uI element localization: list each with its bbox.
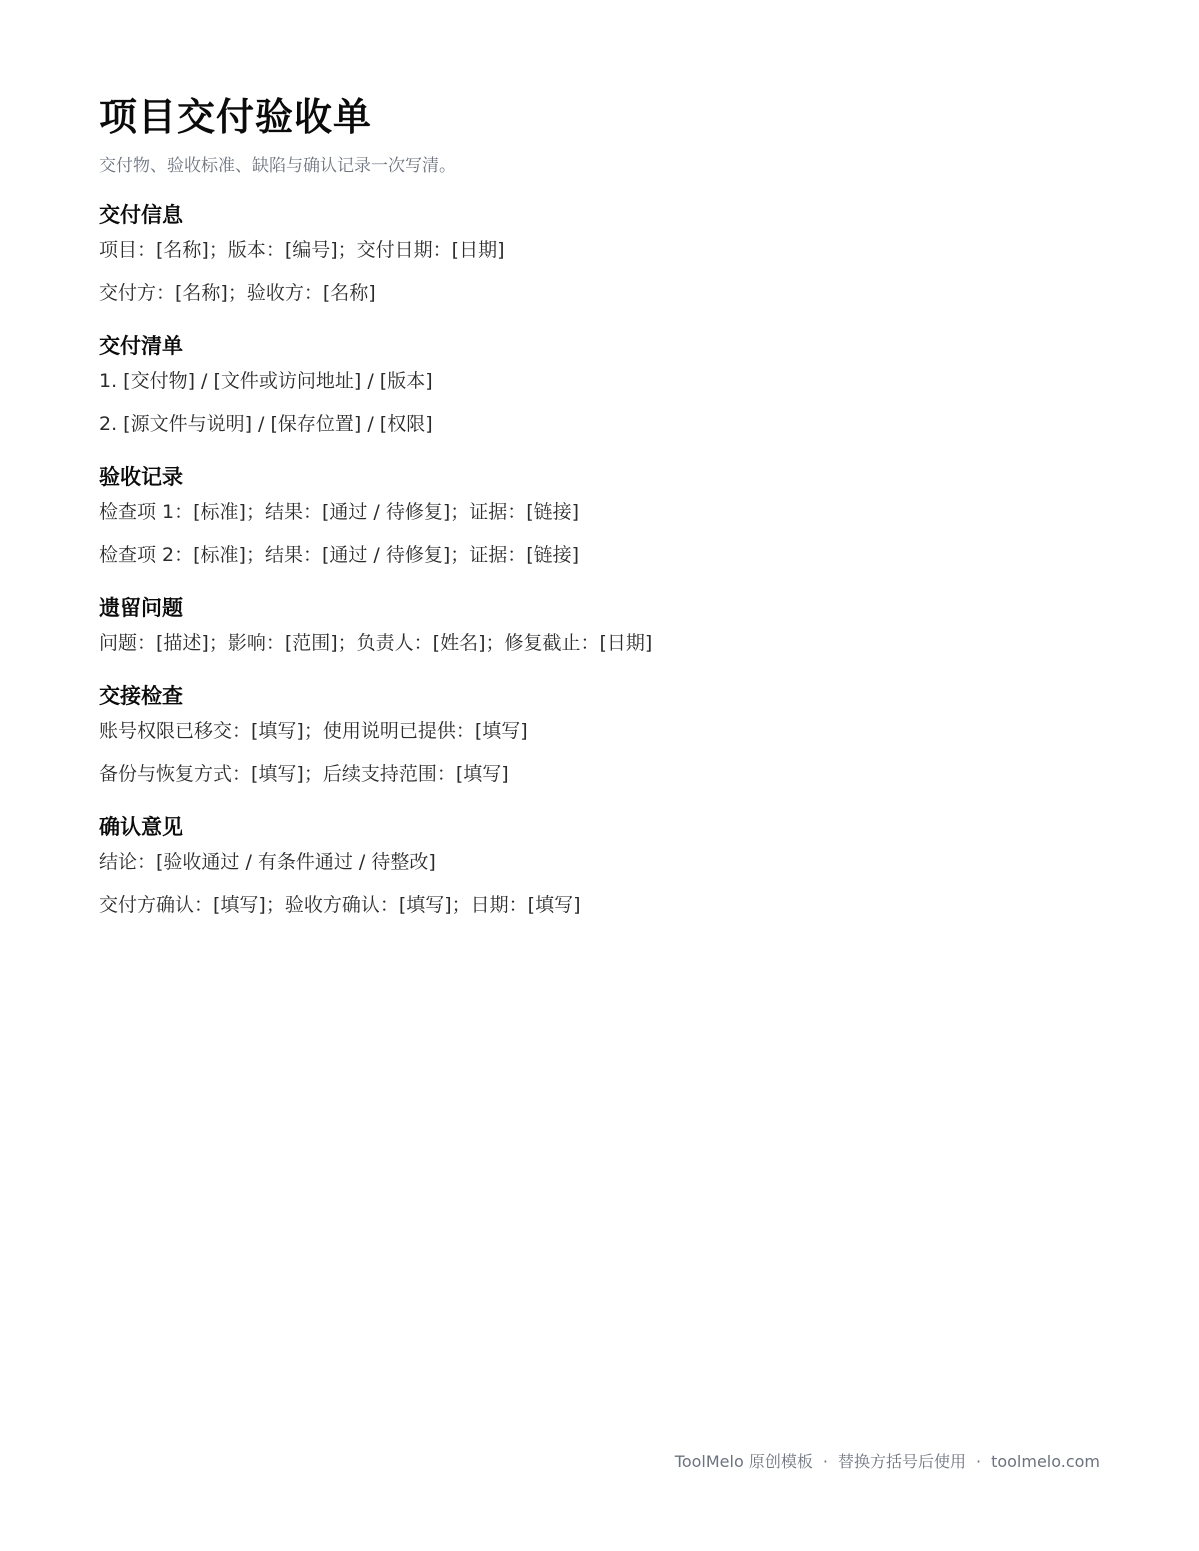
section-line: 账号权限已移交：[填写]；使用说明已提供：[填写] [99, 720, 528, 742]
section-line: 备份与恢复方式：[填写]；后续支持范围：[填写] [99, 763, 509, 785]
document-page [99, 92, 1099, 919]
section-line: 2. [源文件与说明] / [保存位置] / [权限] [99, 413, 433, 435]
page-subtitle: 交付物、验收标准、缺陷与确认记录一次写清。 [99, 156, 456, 176]
section-delivery-info [99, 200, 1099, 307]
section-heading: 交接检查 [99, 684, 183, 708]
section-line: 项目：[名称]；版本：[编号]；交付日期：[日期] [99, 239, 505, 261]
page-title: 项目交付验收单 [99, 95, 373, 139]
section-line: 交付方确认：[填写]；验收方确认：[填写]；日期：[填写] [99, 894, 581, 916]
section-line: 检查项 2：[标准]；结果：[通过 / 待修复]；证据：[链接] [99, 544, 580, 566]
section-heading: 遗留问题 [99, 596, 183, 620]
section-delivery-list [99, 331, 1099, 438]
section-line: 1. [交付物] / [文件或访问地址] / [版本] [99, 370, 433, 392]
footer-site-link[interactable]: toolmelo.com [991, 1452, 1100, 1471]
section-heading: 确认意见 [99, 815, 183, 839]
footer-note: 替换方括号后使用 [837, 1452, 966, 1471]
section-line: 交付方：[名称]；验收方：[名称] [99, 282, 376, 304]
footer-brand: ToolMelo 原创模板 [674, 1452, 813, 1471]
page-footer [675, 1450, 1100, 1474]
section-line: 检查项 1：[标准]；结果：[通过 / 待修复]；证据：[链接] [99, 501, 580, 523]
section-heading: 验收记录 [99, 465, 183, 489]
section-confirmation [99, 812, 1099, 919]
footer-separator: · [822, 1452, 828, 1471]
section-handover-check [99, 681, 1099, 788]
footer-separator: · [975, 1452, 982, 1471]
section-acceptance-record [99, 462, 1099, 569]
section-heading: 交付信息 [99, 203, 183, 227]
section-heading: 交付清单 [99, 334, 183, 358]
section-line: 问题：[描述]；影响：[范围]；负责人：[姓名]；修复截止：[日期] [99, 632, 653, 654]
section-open-issues [99, 593, 1099, 657]
section-line: 结论：[验收通过 / 有条件通过 / 待整改] [99, 851, 436, 873]
